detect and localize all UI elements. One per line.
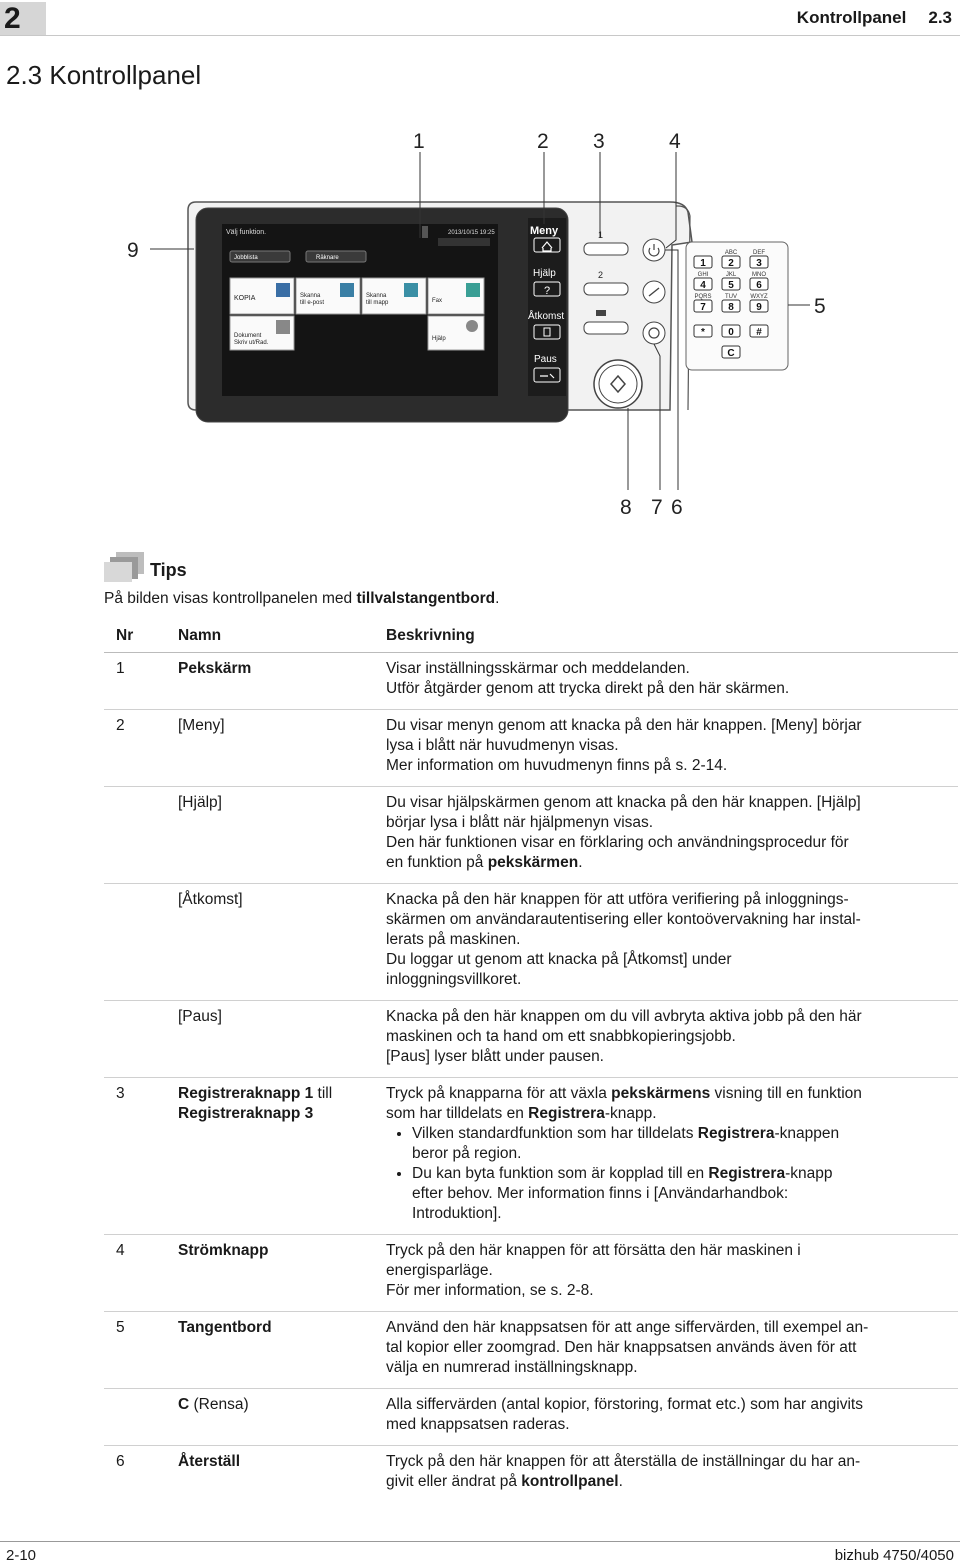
help-label: Hjälp [533, 268, 556, 279]
section-title: 2.3 Kontrollpanel [6, 60, 202, 90]
key-label: * [701, 327, 705, 338]
table-row: [Åtkomst] Knacka på den här knappen för att utföra verifiering på inloggnings- skärmen om användarautentisering eller kontoövervakning har instal- lerats på maskinen. Du loggar ut genom att knacka på [Åtkomst] under inloggningsvillkoret. [104, 884, 958, 1001]
table-header-row [104, 622, 958, 653]
header-rule [0, 35, 960, 36]
key-letters: GHI [697, 272, 709, 278]
question-icon: ? [544, 285, 551, 297]
header-desc: Beskrivning [374, 622, 958, 653]
key-label: 1 [700, 258, 706, 269]
tips-text: På bilden visas kontrollpanelen med tillvalstangentbord. [104, 590, 500, 607]
fax-icon [466, 283, 480, 297]
control-panel-illustration [110, 120, 850, 530]
callout-2: 2 [537, 130, 549, 153]
gear-icon [466, 320, 478, 332]
callout-3: 3 [593, 130, 605, 153]
header-section: 2.3 [928, 8, 952, 27]
tips-label: Tips [150, 560, 187, 580]
product-name: bizhub 4750/4050 [834, 1547, 954, 1564]
tile-email-l1: Skanna [300, 293, 321, 299]
table-row: 2 [Meny] Du visar menyn genom att knacka på den här knappen. [Meny] börjar lysa i blått när huvudmenyn visas. Mer information om huvudmenyn finns på s. 2-14. [104, 710, 958, 787]
header-title: Kontrollpanel [796, 8, 907, 27]
table-row: 5 Tangentbord Använd den här knappsatsen för att ange siffervärden, till exempel an- tal kopior eller zoomgrad. Den här knappsatsen används även för att välja en numrerad inställningsknapp. [104, 1312, 958, 1389]
pause-label: Paus [534, 354, 557, 365]
table-row: [Paus] Knacka på den här knappen om du vill avbryta aktiva jobb på den här maskinen och ta hand om ett snabbkopieringsjobb. [Paus] lyser blått under pausen. [104, 1001, 958, 1078]
callout-1: 1 [413, 130, 425, 153]
screen-tab-counter-label: Räknare [316, 255, 339, 261]
key-label: 9 [756, 302, 762, 313]
running-header [775, 8, 952, 28]
key-label: 8 [728, 302, 734, 313]
tile-folder-l2: till mapp [366, 300, 389, 306]
menu-label: Meny [530, 225, 559, 237]
copy-icon [276, 283, 290, 297]
key-letters: TUV [725, 294, 737, 300]
key-letters: PQRS [694, 294, 712, 300]
register-2-label: 2 [598, 270, 604, 280]
callout-5: 5 [814, 295, 826, 318]
callout-6: 6 [671, 496, 683, 519]
tile-doc-l1: Dokument [234, 333, 262, 339]
key-letters: JKL [725, 272, 737, 278]
list-item: • Vilken standardfunktion som har tilldelats Registrera-knappen beror på region. [412, 1124, 952, 1164]
screen-datetime: 2013/10/15 19:25 [448, 230, 495, 236]
header-nr: Nr [104, 622, 166, 653]
callout-7: 7 [651, 496, 663, 519]
email-icon [340, 283, 354, 297]
tile-doc-l2: Skriv ut/Rad. [234, 340, 269, 346]
control-panel-figure [110, 120, 850, 530]
screen-tab-joblist-label: Jobblista [234, 255, 258, 261]
key-letters: ABC [724, 250, 738, 256]
description-table [104, 622, 958, 1502]
key-label: 6 [756, 280, 762, 291]
tile-help-label: Hjälp [432, 336, 446, 342]
register-1-label: 1 [598, 230, 604, 240]
tile-folder-l1: Skanna [366, 293, 387, 299]
tile-email-l2: till e-post [300, 300, 325, 306]
tile-document[interactable] [230, 316, 294, 350]
key-label: 2 [728, 258, 734, 269]
register-bullets [386, 1124, 952, 1224]
register-3-glyph-icon [596, 310, 606, 316]
key-label: 5 [728, 280, 734, 291]
tile-fax[interactable] [428, 278, 484, 314]
access-label: Åtkomst [528, 311, 565, 322]
folder-icon [404, 283, 418, 297]
key-label: 0 [728, 327, 734, 338]
printer-icon [276, 320, 290, 334]
chapter-number: 2 [0, 2, 46, 35]
table-row: 3 Registreraknapp 1 till Registreraknapp 3 Tryck på knapparna för att växla pekskärmens visning till en funktion som har tilldelats en Registrera-knapp. • Vilken standardfunktion som har tilldelats Registrera-knappen beror på region. • Du kan byta funktion som är kopplad till en Registrera-knapp efter behov. Mer information finns i [Användarhandbok: Introduktion]. [104, 1078, 958, 1235]
list-item: • Du kan byta funktion som är kopplad till en Registrera-knapp efter behov. Mer information finns i [Användarhandbok: Introduktion]. [412, 1164, 952, 1224]
stop-button[interactable] [643, 322, 665, 344]
tile-help[interactable] [428, 316, 484, 350]
key-clear-label: C [727, 348, 735, 359]
key-label: 4 [700, 280, 706, 291]
tile-copy[interactable] [230, 278, 294, 314]
header-name: Namn [166, 622, 374, 653]
table-row: 1 Pekskärm Visar inställningsskärmar och meddelanden. Utför åtgärder genom att trycka direkt på den här skärmen. [104, 653, 958, 710]
register-button-2[interactable] [584, 283, 628, 295]
key-letters: WXYZ [750, 294, 768, 300]
key-label: 7 [700, 302, 706, 313]
register-button-3[interactable] [584, 322, 628, 334]
tile-copy-label: KOPIA [234, 295, 256, 302]
table-row: 4 Strömknapp Tryck på den här knappen för att försätta den här maskinen i energisparläge. För mer information, se s. 2-8. [104, 1235, 958, 1312]
key-letters: MNO [752, 272, 766, 278]
tile-scan-email[interactable] [296, 278, 360, 314]
tile-fax-label: Fax [432, 298, 443, 304]
key-letters: DEF [753, 250, 765, 256]
register-button-1[interactable] [584, 243, 628, 255]
table-row: C (Rensa) Alla siffervärden (antal kopior, förstoring, format etc.) som har angivits med knappsatsen raderas. [104, 1389, 958, 1446]
tile-scan-folder[interactable] [362, 278, 426, 314]
page-number: 2-10 [6, 1547, 37, 1564]
callout-8: 8 [620, 496, 632, 519]
screen-prompt: Välj funktion. [226, 229, 267, 236]
table-row: 6 Återställ Tryck på den här knappen för att återställa de inställningar du har an- givit eller ändrat på kontrollpanel. [116, 1453, 861, 1490]
table-row: [Hjälp] Du visar hjälpskärmen genom att knacka på den här knappen. [Hjälp] börjar lysa i blått när hjälpmenyn visas. Den här funktionen visar en förklaring och användningsprocedur för en funktion på pekskärmen. [104, 787, 958, 884]
callout-4: 4 [669, 130, 681, 153]
key-label: # [756, 327, 762, 338]
start-button[interactable] [594, 360, 642, 408]
callout-9: 9 [127, 239, 139, 262]
key-label: 3 [756, 258, 762, 269]
tips-icon [104, 550, 146, 584]
footer-rule [0, 1541, 960, 1542]
